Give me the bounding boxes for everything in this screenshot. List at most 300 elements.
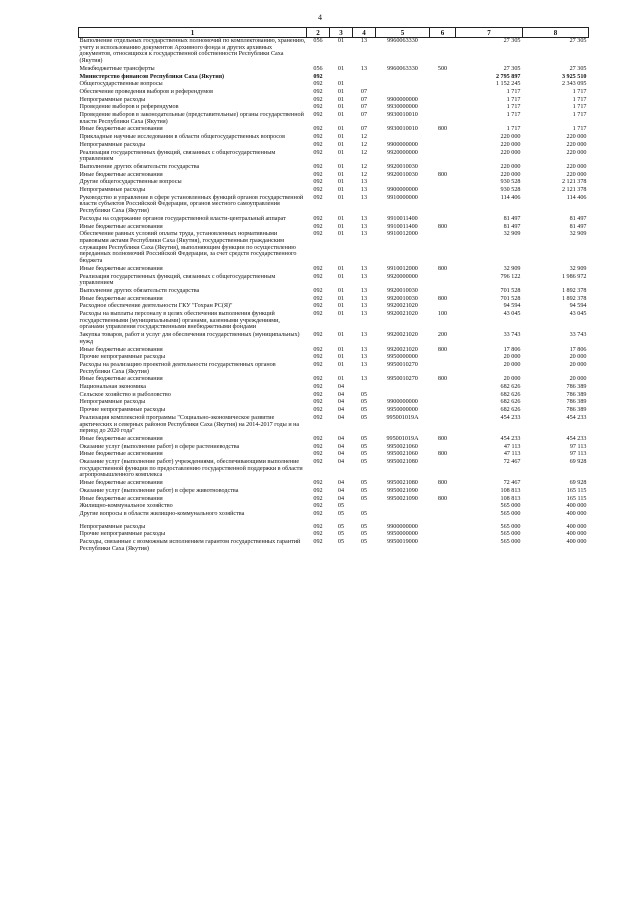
row-amount-col7: 796 122 xyxy=(500,273,521,280)
row-target-code: 9930000000 xyxy=(387,104,418,111)
row-name: Иные бюджетные ассигнования xyxy=(79,126,163,133)
row-ministry-code: 092 xyxy=(313,171,323,178)
row-ministry-code: 092 xyxy=(313,407,323,414)
row-section-code: 04 xyxy=(337,435,345,442)
table-row xyxy=(79,66,589,74)
table-row xyxy=(79,399,589,407)
row-amount-col8: 2 121 378 xyxy=(561,179,587,186)
row-ministry-code: 092 xyxy=(313,361,323,368)
page-number: 4 xyxy=(318,13,322,22)
row-subsection-code: 05 xyxy=(360,531,368,538)
row-subsection-code xyxy=(353,81,376,89)
row-ministry-code: 092 xyxy=(313,287,323,294)
table-row xyxy=(79,511,589,519)
table-row xyxy=(79,384,589,392)
row-ministry-code: 092 xyxy=(313,435,323,442)
budget-table xyxy=(78,27,589,554)
row-subsection-code: 13 xyxy=(360,287,368,294)
row-amount-col8: 1 986 972 xyxy=(561,273,587,280)
row-target-code: 9930010010 xyxy=(387,126,418,133)
row-target-code: 9910000000 xyxy=(387,194,418,201)
row-name: Расходы на реализацию проектной деятельности государственных органов Республики Саха (Якутия) xyxy=(79,361,276,375)
table-row xyxy=(79,332,589,346)
row-name: Межбюджетные трансферты xyxy=(79,65,155,72)
table-row xyxy=(79,288,589,296)
row-name: Сельское хозяйство и рыболовство xyxy=(79,391,171,398)
row-amount-col8: 400 000 xyxy=(566,539,587,546)
row-target-code: 9950021080 xyxy=(387,480,418,487)
row-subsection-code: 07 xyxy=(360,112,368,119)
row-name: Расходы на выплаты персоналу в целях обеспечения выполнения функций государственными (муниципальными) органами, казенными учреждениями, органами управления государственными внебюджетными фондами xyxy=(79,311,280,331)
row-amount-col7: 32 909 xyxy=(503,265,521,272)
row-expense-type-code xyxy=(430,511,456,519)
row-subsection-code: 07 xyxy=(360,104,368,111)
row-ministry-code: 092 xyxy=(313,73,323,80)
row-amount-col7: 682 626 xyxy=(500,391,521,398)
column-header-1: 1 xyxy=(79,28,307,38)
row-amount-col7: 1 717 xyxy=(506,104,521,111)
table-row xyxy=(79,531,589,539)
row-subsection-code: 13 xyxy=(360,361,368,368)
row-target-code: 9960063330 xyxy=(387,65,418,72)
table-header-row xyxy=(79,28,589,38)
row-target-code: 9920021020 xyxy=(387,303,418,310)
row-name: Иные бюджетные ассигнования xyxy=(79,295,163,302)
row-target-code: 9900000000 xyxy=(387,523,418,530)
row-subsection-code: 13 xyxy=(360,265,368,272)
row-amount-col7: 1 717 xyxy=(506,96,521,103)
row-section-code: 04 xyxy=(337,384,345,391)
row-expense-type-code xyxy=(430,38,456,66)
row-amount-col8: 786 389 xyxy=(566,399,587,406)
table-row xyxy=(79,179,589,187)
row-ministry-code: 092 xyxy=(313,303,323,310)
table-row xyxy=(79,480,589,488)
table-row xyxy=(79,164,589,172)
row-amount-col8: 220 000 xyxy=(566,149,587,156)
row-name: Непрограммные расходы xyxy=(79,141,146,148)
row-amount-col7: 220 000 xyxy=(500,141,521,148)
row-subsection-code: 12 xyxy=(360,141,368,148)
row-name: Расходное обеспечение деятельности ГКУ "Гохран РС(Я)" xyxy=(79,303,233,310)
row-name: Прочие непрограммные расходы xyxy=(79,531,166,538)
row-amount-col7: 81 497 xyxy=(503,223,521,230)
row-amount-col7: 220 000 xyxy=(500,134,521,141)
row-section-code: 01 xyxy=(337,295,345,302)
table-row xyxy=(79,266,589,274)
row-expense-type-code xyxy=(430,362,456,376)
row-ministry-code: 092 xyxy=(313,112,323,119)
row-section-code: 01 xyxy=(337,141,345,148)
row-amount-col8: 165 115 xyxy=(566,495,587,502)
row-name: Иные бюджетные ассигнования xyxy=(79,171,163,178)
row-amount-col7: 565 000 xyxy=(500,503,521,510)
row-ministry-code: 092 xyxy=(313,179,323,186)
row-target-code: 9900000000 xyxy=(387,187,418,194)
row-amount-col7: 72 467 xyxy=(503,480,521,487)
row-ministry-code: 092 xyxy=(313,311,323,318)
row-amount-col7: 454 233 xyxy=(500,414,521,421)
column-header-6: 6 xyxy=(430,28,456,38)
row-expense-type-code xyxy=(430,288,456,296)
row-name: Оказание услуг (выполнение работ) в сфере животноводства xyxy=(79,487,239,494)
table-row xyxy=(79,126,589,134)
row-name: Другие вопросы в области жилищно-коммунального хозяйства xyxy=(79,511,245,517)
row-expense-type-code xyxy=(430,231,456,266)
row-expense-type-code: 800 xyxy=(437,435,448,442)
row-expense-type-code: 200 xyxy=(437,332,448,339)
row-subsection-code: 05 xyxy=(360,480,368,487)
row-section-code: 04 xyxy=(337,391,345,398)
row-amount-col7: 682 626 xyxy=(500,384,521,391)
row-subsection-code: 13 xyxy=(360,179,368,186)
row-section-code: 04 xyxy=(337,495,345,502)
row-amount-col7: 94 594 xyxy=(503,303,521,310)
row-subsection-code: 13 xyxy=(360,303,368,310)
row-amount-col8: 1 717 xyxy=(572,126,587,133)
row-section-code: 05 xyxy=(337,539,345,546)
row-amount-col8: 33 743 xyxy=(569,332,587,339)
row-expense-type-code xyxy=(430,74,456,82)
row-section-code xyxy=(330,74,353,82)
row-section-code: 01 xyxy=(337,134,345,141)
row-ministry-code: 092 xyxy=(313,187,323,194)
row-amount-col7: 20 000 xyxy=(503,376,521,383)
row-subsection-code: 13 xyxy=(360,215,368,222)
column-header-3: 3 xyxy=(330,28,353,38)
row-amount-col7: 47 113 xyxy=(503,443,521,450)
row-target-code: 9900000000 xyxy=(387,96,418,103)
row-target-code: 9950021080 xyxy=(387,459,418,466)
row-expense-type-code: 800 xyxy=(437,495,448,502)
row-amount-col8: 220 000 xyxy=(566,134,587,141)
row-amount-col8: 27 305 xyxy=(569,38,587,44)
table-row xyxy=(79,451,589,459)
row-target-code: 9950000000 xyxy=(387,407,418,414)
row-ministry-code: 092 xyxy=(313,480,323,487)
row-expense-type-code xyxy=(430,104,456,112)
table-row xyxy=(79,376,589,384)
row-name: Иные бюджетные ассигнования xyxy=(79,451,163,458)
row-subsection-code: 07 xyxy=(360,96,368,103)
row-expense-type-code xyxy=(430,503,456,511)
row-amount-col8: 94 594 xyxy=(569,303,587,310)
row-expense-type-code xyxy=(430,81,456,89)
row-ministry-code: 092 xyxy=(313,451,323,458)
row-target-code xyxy=(376,392,430,400)
row-section-code: 04 xyxy=(337,443,345,450)
row-expense-type-code xyxy=(430,519,456,532)
row-subsection-code xyxy=(353,503,376,511)
row-amount-col7: 20 000 xyxy=(503,361,521,368)
row-amount-col7: 114 406 xyxy=(500,194,521,201)
row-amount-col7: 1 152 245 xyxy=(495,81,521,88)
row-target-code: 9920010030 xyxy=(387,287,418,294)
row-amount-col7: 565 000 xyxy=(500,539,521,546)
row-target-code: 9920021020 xyxy=(387,332,418,339)
row-subsection-code: 05 xyxy=(360,459,368,466)
row-subsection-code: 13 xyxy=(360,354,368,361)
row-ministry-code: 092 xyxy=(313,376,323,383)
row-amount-col7: 682 626 xyxy=(500,399,521,406)
row-name: Прочие непрограммные расходы xyxy=(79,354,166,361)
row-amount-col8: 43 045 xyxy=(569,311,587,318)
row-section-code: 05 xyxy=(337,531,345,538)
table-row xyxy=(79,407,589,415)
table-row xyxy=(79,539,589,553)
row-section-code: 04 xyxy=(337,407,345,414)
row-amount-col8: 786 389 xyxy=(566,384,587,391)
row-expense-type-code xyxy=(430,142,456,150)
row-amount-col8: 114 406 xyxy=(566,194,587,201)
row-target-code: 9910011400 xyxy=(387,215,418,222)
row-expense-type-code xyxy=(430,112,456,126)
table-row xyxy=(79,112,589,126)
row-ministry-code: 092 xyxy=(313,141,323,148)
row-subsection-code: 05 xyxy=(360,539,368,546)
row-subsection-code: 12 xyxy=(360,163,368,170)
table-row xyxy=(79,216,589,224)
row-amount-col8: 454 233 xyxy=(566,435,587,442)
row-expense-type-code xyxy=(430,179,456,187)
column-header-5: 5 xyxy=(376,28,430,38)
row-subsection-code: 05 xyxy=(360,523,368,530)
row-expense-type-code xyxy=(430,195,456,216)
row-section-code: 05 xyxy=(337,511,345,517)
row-target-code: 9920021020 xyxy=(387,311,418,318)
row-ministry-code: 092 xyxy=(313,194,323,201)
row-amount-col8: 27 305 xyxy=(569,65,587,72)
row-section-code: 01 xyxy=(337,96,345,103)
row-amount-col8: 32 909 xyxy=(569,231,587,238)
row-subsection-code: 05 xyxy=(360,435,368,442)
row-amount-col7: 17 806 xyxy=(503,346,521,353)
row-ministry-code: 092 xyxy=(313,346,323,353)
row-subsection-code: 05 xyxy=(360,414,368,421)
row-name: Иные бюджетные ассигнования xyxy=(79,346,163,353)
row-target-code: 9950000000 xyxy=(387,531,418,538)
row-target-code: 9920010030 xyxy=(387,163,418,170)
row-section-code: 01 xyxy=(337,346,345,353)
row-expense-type-code: 800 xyxy=(437,223,448,230)
row-amount-col8: 1 717 xyxy=(572,112,587,119)
row-ministry-code: 092 xyxy=(313,495,323,502)
row-expense-type-code xyxy=(430,89,456,97)
row-expense-type-code xyxy=(430,216,456,224)
row-name: Оказание услуг (выполнение работ) в сфере растениеводства xyxy=(79,443,240,450)
row-name: Иные бюджетные ассигнования xyxy=(79,480,163,487)
row-name: Иные бюджетные ассигнования xyxy=(79,376,163,383)
row-name: Непрограммные расходы xyxy=(79,399,146,406)
row-amount-col8: 786 389 xyxy=(566,391,587,398)
row-expense-type-code: 800 xyxy=(437,451,448,458)
row-target-code xyxy=(376,384,430,392)
row-target-code: 9920000000 xyxy=(387,149,418,156)
row-ministry-code: 092 xyxy=(313,126,323,133)
row-amount-col7: 1 717 xyxy=(506,112,521,119)
row-subsection-code xyxy=(353,384,376,392)
row-target-code: 9950021090 xyxy=(387,495,418,502)
row-amount-col7: 43 045 xyxy=(503,311,521,318)
row-subsection-code: 12 xyxy=(360,149,368,156)
row-expense-type-code xyxy=(430,354,456,362)
row-name: Реализация государственных функций, связанных с общегосударственным управлением xyxy=(79,273,276,287)
row-ministry-code: 092 xyxy=(313,487,323,494)
row-amount-col8: 32 909 xyxy=(569,265,587,272)
row-amount-col7: 33 743 xyxy=(503,332,521,339)
row-section-code: 01 xyxy=(337,194,345,201)
column-header-8: 8 xyxy=(523,28,589,38)
row-amount-col7: 108 813 xyxy=(500,495,521,502)
row-name: Иные бюджетные ассигнования xyxy=(79,435,163,442)
row-section-code: 04 xyxy=(337,451,345,458)
row-ministry-code: 092 xyxy=(313,134,323,141)
row-expense-type-code xyxy=(430,444,456,452)
row-target-code: 9930010010 xyxy=(387,112,418,119)
row-subsection-code: 13 xyxy=(360,194,368,201)
row-name: Другие общегосударственные вопросы xyxy=(79,179,182,186)
row-expense-type-code xyxy=(430,97,456,105)
row-subsection-code: 07 xyxy=(360,126,368,133)
table-row xyxy=(79,81,589,89)
row-section-code: 01 xyxy=(337,112,345,119)
row-section-code: 01 xyxy=(337,104,345,111)
row-ministry-code: 056 xyxy=(313,38,323,44)
row-section-code: 01 xyxy=(337,223,345,230)
row-target-code xyxy=(376,74,430,82)
row-name: Расходы на содержание органов государственной власти-центральный аппарат xyxy=(79,215,286,222)
row-subsection-code: 05 xyxy=(360,407,368,414)
row-ministry-code: 092 xyxy=(313,539,323,546)
row-subsection-code: 13 xyxy=(360,38,368,44)
row-amount-col7: 1 717 xyxy=(506,88,521,95)
row-amount-col8: 400 000 xyxy=(566,511,587,517)
row-target-code: 9950021090 xyxy=(387,487,418,494)
row-target-code: 9920010030 xyxy=(387,295,418,302)
row-name: Выполнение других обязательств государства xyxy=(79,287,200,294)
row-section-code: 01 xyxy=(337,265,345,272)
row-ministry-code: 092 xyxy=(313,511,323,517)
table-row xyxy=(79,347,589,355)
row-name: Непрограммные расходы xyxy=(79,523,146,530)
row-target-code xyxy=(376,503,430,511)
row-expense-type-code xyxy=(430,407,456,415)
table-row xyxy=(79,89,589,97)
table-row xyxy=(79,150,589,164)
row-section-code: 04 xyxy=(337,414,345,421)
budget-table-container xyxy=(78,27,588,554)
row-section-code: 01 xyxy=(337,354,345,361)
row-ministry-code: 092 xyxy=(313,265,323,272)
row-amount-col8: 220 000 xyxy=(566,141,587,148)
row-ministry-code: 092 xyxy=(313,523,323,530)
row-target-code: 9920010030 xyxy=(387,171,418,178)
table-row xyxy=(79,187,589,195)
row-expense-type-code xyxy=(430,399,456,407)
row-section-code: 04 xyxy=(337,399,345,406)
table-row xyxy=(79,142,589,150)
row-expense-type-code xyxy=(430,274,456,288)
row-name: Оказание услуг (выполнение работ) учреждениями, обеспечивающими выполнение государственной функции по предоставлению государственной поддержки в области агропромышленного комплекса xyxy=(79,459,303,479)
row-name: Выполнение отдельных государственных полномочий по комплектованию, хранению, учету и использованию документов Архивного фонда и других архивных документов, относящихся к государственной собственности Республики Саха (Якутия) xyxy=(79,38,306,65)
row-section-code: 01 xyxy=(337,149,345,156)
row-section-code: 01 xyxy=(337,65,345,72)
row-subsection-code: 13 xyxy=(360,376,368,383)
row-subsection-code: 13 xyxy=(360,187,368,194)
row-section-code: 04 xyxy=(337,487,345,494)
row-subsection-code: 13 xyxy=(360,223,368,230)
table-row xyxy=(79,38,589,66)
row-subsection-code: 13 xyxy=(360,332,368,339)
table-row xyxy=(79,195,589,216)
row-target-code: 995001019A xyxy=(386,414,419,421)
row-subsection-code: 05 xyxy=(360,495,368,502)
row-ministry-code: 092 xyxy=(313,443,323,450)
row-expense-type-code: 800 xyxy=(437,480,448,487)
row-section-code: 01 xyxy=(337,231,345,238)
row-amount-col7: 47 113 xyxy=(503,451,521,458)
row-section-code: 01 xyxy=(337,332,345,339)
table-row xyxy=(79,415,589,436)
row-expense-type-code xyxy=(430,187,456,195)
row-expense-type-code: 800 xyxy=(437,295,448,302)
row-ministry-code: 092 xyxy=(313,163,323,170)
table-row xyxy=(79,104,589,112)
row-subsection-code: 05 xyxy=(360,399,368,406)
row-subsection-code: 12 xyxy=(360,171,368,178)
row-ministry-code: 092 xyxy=(313,104,323,111)
row-amount-col7: 32 909 xyxy=(503,231,521,238)
row-amount-col8: 20 000 xyxy=(569,376,587,383)
row-name: Иные бюджетные ассигнования xyxy=(79,265,163,272)
row-expense-type-code xyxy=(430,459,456,480)
row-target-code: 9910011400 xyxy=(387,223,418,230)
table-row xyxy=(79,231,589,266)
row-ministry-code: 092 xyxy=(313,414,323,421)
row-subsection-code: 13 xyxy=(360,273,368,280)
row-target-code: 9950021060 xyxy=(387,443,418,450)
row-name: Реализация государственных функций, связанных с общегосударственным управлением xyxy=(79,149,276,163)
row-name: Обеспечение равных условий оплаты труда, установленных нормативными правовыми актами Республики Саха (Якутия), государственным гражданским служащим Республики Саха (Якутия), выполняющим функции по осуществлению переданных полномочий Российской Федерации, за счет средств государственного бюджета xyxy=(79,231,297,265)
row-name: Руководство и управление в сфере установленных функций органов государственной власти субъектов Российской Федерации, органов местного самоуправления Республики Саха (Якутия) xyxy=(79,194,304,215)
row-amount-col7: 930 528 xyxy=(500,179,521,186)
row-amount-col7: 701 528 xyxy=(500,287,521,294)
row-section-code: 01 xyxy=(337,361,345,368)
row-target-code: 9900000000 xyxy=(387,141,418,148)
row-amount-col8: 81 497 xyxy=(569,215,587,222)
row-amount-col7: 701 528 xyxy=(500,295,521,302)
column-header-7: 7 xyxy=(456,28,523,38)
row-amount-col7: 108 813 xyxy=(500,487,521,494)
row-section-code: 01 xyxy=(337,126,345,133)
row-name: Непрограммные расходы xyxy=(79,96,146,103)
row-name: Общегосударственные вопросы xyxy=(79,81,163,88)
row-section-code: 04 xyxy=(337,459,345,466)
row-target-code: 9950021060 xyxy=(387,451,418,458)
row-amount-col7: 220 000 xyxy=(500,149,521,156)
row-section-code: 05 xyxy=(337,523,345,530)
table-row xyxy=(79,354,589,362)
row-amount-col8: 786 389 xyxy=(566,407,587,414)
table-row xyxy=(79,392,589,400)
column-header-4: 4 xyxy=(353,28,376,38)
row-expense-type-code xyxy=(430,531,456,539)
row-section-code: 01 xyxy=(337,88,345,95)
table-row xyxy=(79,311,589,332)
row-amount-col8: 2 343 095 xyxy=(561,81,587,88)
row-amount-col8: 69 928 xyxy=(569,480,587,487)
row-name: Непрограммные расходы xyxy=(79,187,146,194)
